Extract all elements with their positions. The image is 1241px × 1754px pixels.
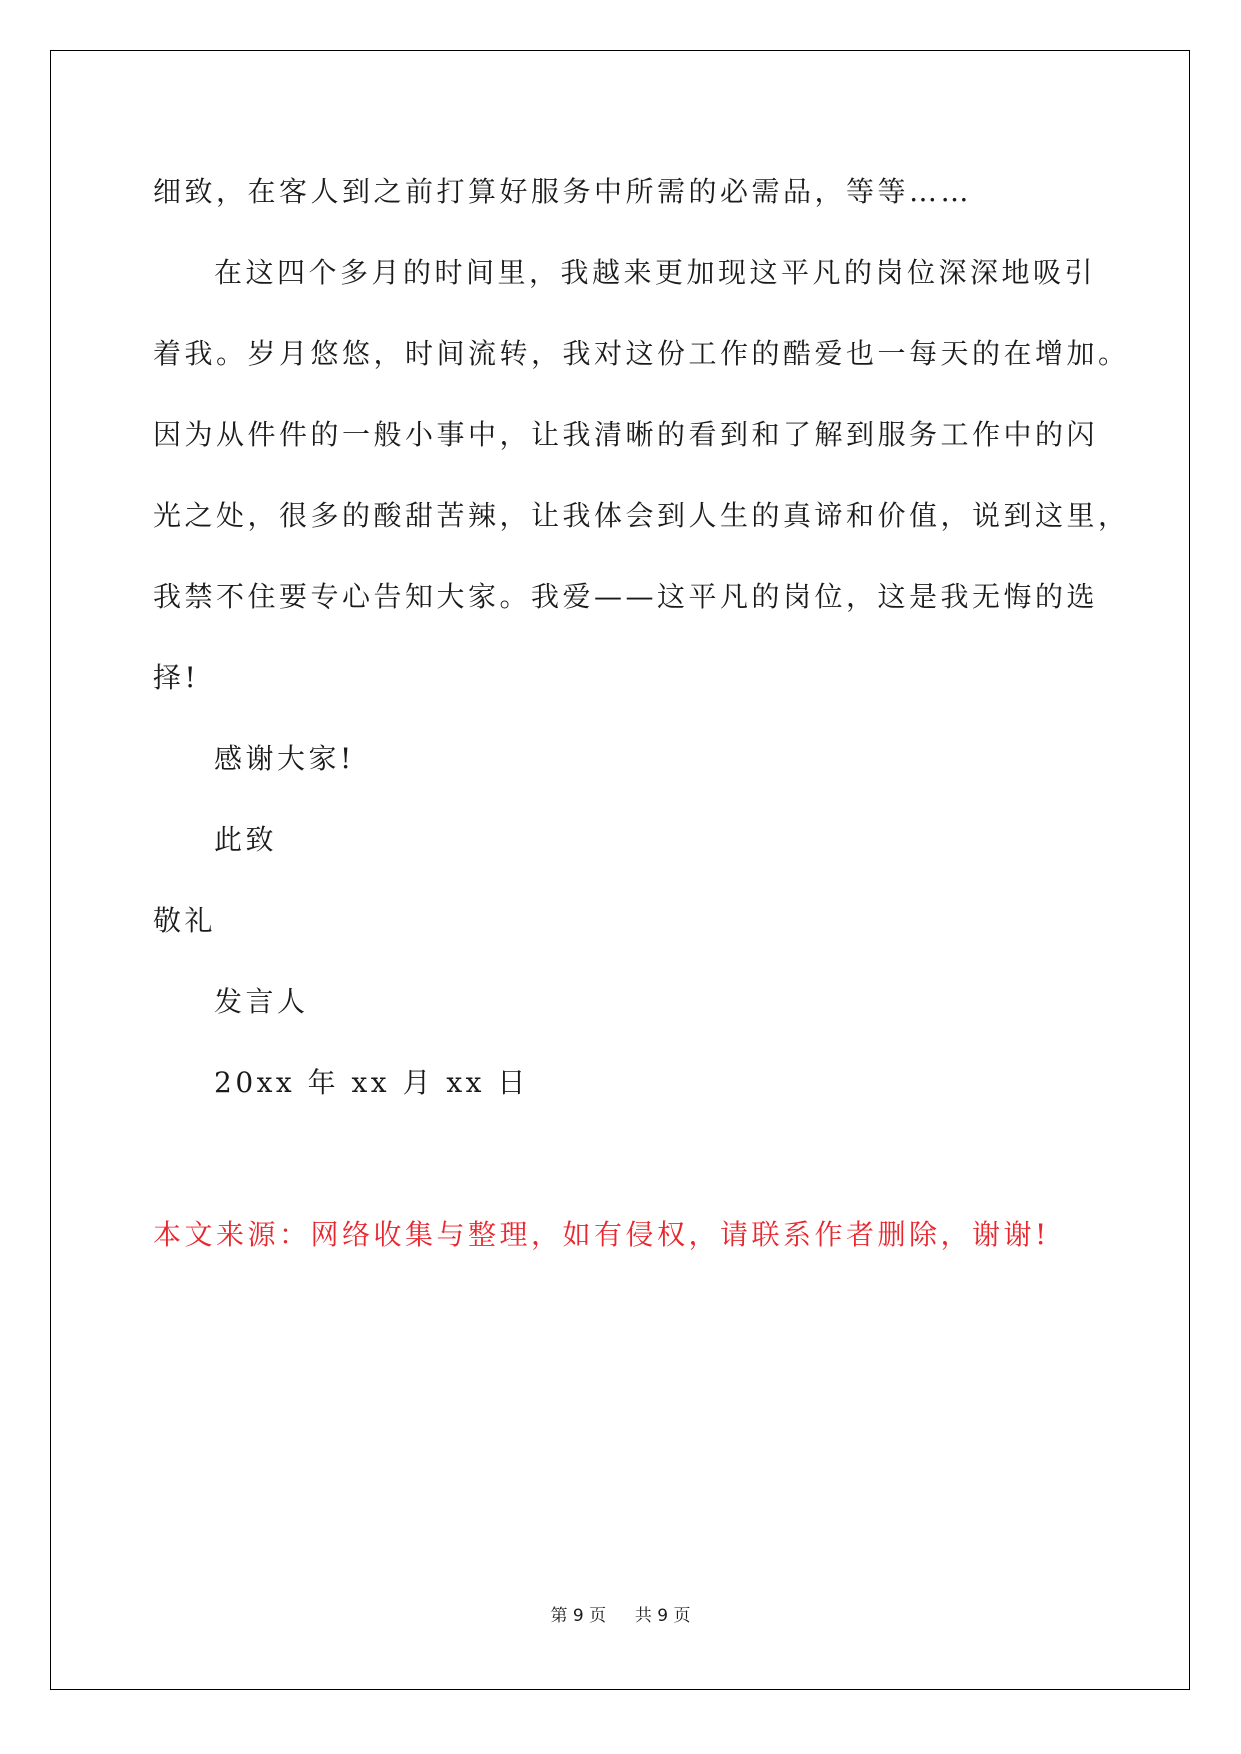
closing-line: 此致 (214, 823, 278, 856)
body-line-2: 在这四个多月的时间里，我越来更加现这平凡的岗位深深地吸引 (214, 256, 1097, 289)
body-line-6: 我禁不住要专心告知大家。我爱——这平凡的岗位，这是我无悔的选 (153, 580, 1099, 613)
page-number-total: 共 9 页 (634, 1606, 691, 1626)
page-border (50, 50, 1190, 1690)
date-line: 20xx 年 xx 月 xx 日 (214, 1066, 529, 1099)
page-number-current: 第 9 页 (550, 1606, 607, 1626)
speaker-line: 发言人 (214, 985, 309, 1018)
body-line-3: 着我。岁月悠悠，时间流转，我对这份工作的酷爱也一每天的在增加。 (153, 337, 1130, 370)
body-line-7: 择! (153, 661, 200, 694)
source-note: 本文来源：网络收集与整理，如有侵权，请联系作者删除，谢谢! (153, 1218, 1050, 1251)
body-line-1: 细致，在客人到之前打算好服务中所需的必需品，等等…… (153, 175, 973, 208)
salute-line: 敬礼 (153, 904, 217, 937)
body-line-5: 光之处，很多的酸甜苦辣，让我体会到人生的真谛和价值，说到这里， (153, 499, 1130, 532)
body-line-4: 因为从件件的一般小事中，让我清晰的看到和了解到服务工作中的闪 (153, 418, 1099, 451)
page-footer (0, 1601, 1241, 1626)
thanks-line: 感谢大家! (214, 742, 355, 775)
